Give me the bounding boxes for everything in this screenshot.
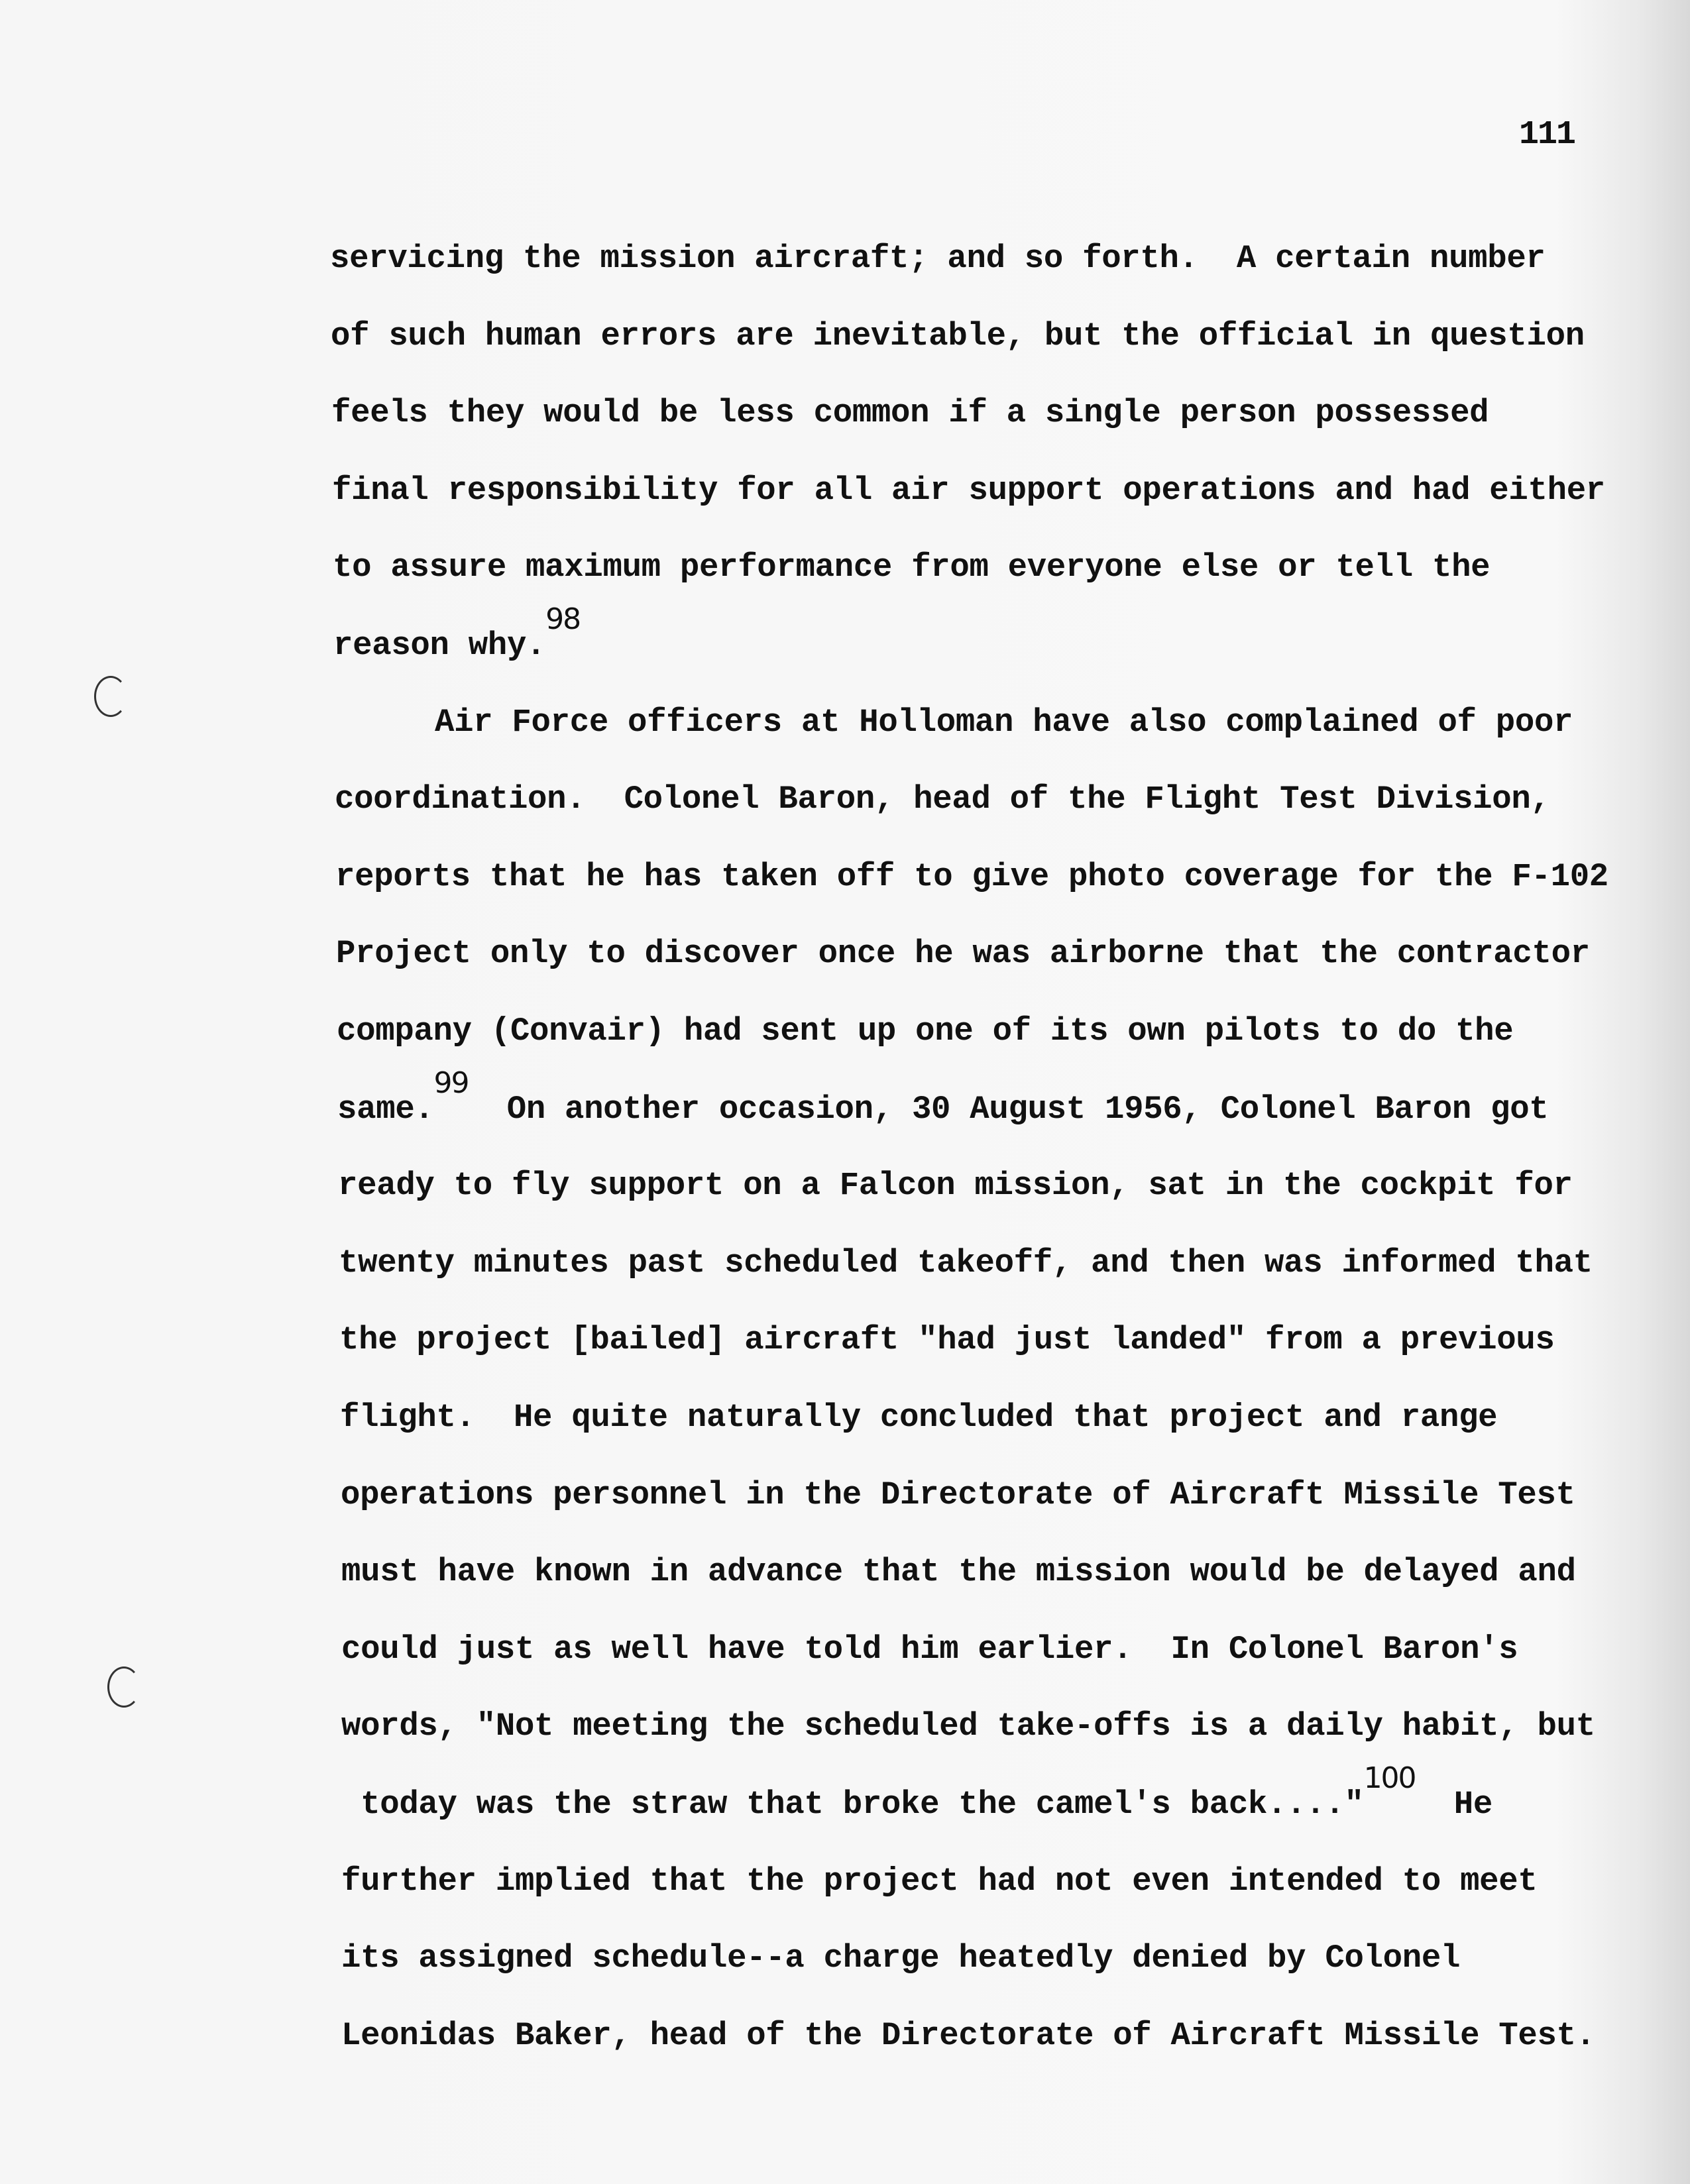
text-line bbox=[341, 1552, 1576, 1592]
line-text: could just as well have told him earlier. In Colonel Baron's bbox=[341, 1630, 1518, 1668]
text-line bbox=[332, 470, 1605, 510]
line-text: twenty minutes past scheduled takeoff, and then was informed that bbox=[339, 1244, 1593, 1282]
line-text: Project only to discover once he was airborne that the contractor bbox=[336, 935, 1590, 973]
line-text: further implied that the project had not even intended to meet bbox=[341, 1862, 1538, 1900]
text-line bbox=[330, 239, 1546, 278]
line-text: words, "Not meeting the scheduled take-offs is a daily habit, but bbox=[341, 1708, 1595, 1745]
text-line bbox=[331, 393, 1489, 433]
line-text: its assigned schedule--a charge heatedly denied by Colonel bbox=[341, 1939, 1461, 1977]
line-text: feels they would be less common if a single person possessed bbox=[331, 394, 1489, 432]
text-line bbox=[335, 779, 1550, 819]
line-text: today was the straw that broke the camel's back...." bbox=[341, 1786, 1364, 1823]
text-line bbox=[341, 1861, 1538, 1901]
page-number: 111 bbox=[1519, 116, 1575, 154]
text-line bbox=[337, 1011, 1513, 1051]
line-text: same. bbox=[337, 1090, 434, 1128]
footnote-reference: 98 bbox=[545, 602, 581, 636]
text-line bbox=[339, 1243, 1593, 1283]
text-line bbox=[335, 857, 1608, 897]
text-line bbox=[341, 1938, 1460, 1978]
text-line bbox=[341, 1761, 1493, 1824]
footnote-reference: 100 bbox=[1363, 1761, 1416, 1795]
text-line bbox=[341, 2016, 1595, 2055]
text-line bbox=[341, 1475, 1575, 1515]
line-text: servicing the mission aircraft; and so forth. A certain number bbox=[330, 240, 1546, 277]
text-line bbox=[340, 1397, 1497, 1437]
line-text: must have known in advance that the mission would be delayed and bbox=[341, 1553, 1576, 1591]
line-text: final responsibility for all air support operations and had either bbox=[332, 471, 1605, 509]
line-text: Air Force officers at Holloman have also complained of poor bbox=[435, 703, 1573, 741]
line-text-continued: On another occasion, 30 August 1956, Colonel Baron got bbox=[468, 1090, 1549, 1128]
line-text: of such human errors are inevitable, but the official in question bbox=[331, 317, 1585, 355]
line-text: the project [bailed] aircraft "had just landed" from a previous bbox=[339, 1321, 1555, 1359]
line-text: company (Convair) had sent up one of its own pilots to do the bbox=[337, 1012, 1514, 1050]
text-line bbox=[333, 602, 581, 665]
line-text: coordination. Colonel Baron, head of the Flight Test Division, bbox=[335, 781, 1550, 818]
text-line bbox=[333, 547, 1490, 587]
line-text: flight. He quite naturally concluded that project and range bbox=[340, 1399, 1498, 1436]
text-line bbox=[341, 1706, 1595, 1746]
text-line bbox=[341, 1629, 1518, 1669]
line-text: reason why. bbox=[333, 627, 546, 664]
line-text: reports that he has taken off to give photo coverage for the F-102 bbox=[335, 857, 1608, 895]
line-text: to assure maximum performance from everyone else or tell the bbox=[333, 549, 1491, 586]
text-line bbox=[337, 1065, 1549, 1129]
text-line bbox=[339, 1320, 1555, 1360]
text-line bbox=[331, 316, 1585, 356]
line-text-continued: He bbox=[1415, 1786, 1493, 1823]
line-text: Leonidas Baker, head of the Directorate of Aircraft Missile Test. bbox=[341, 2016, 1595, 2054]
line-text: ready to fly support on a Falcon mission, sat in the cockpit for bbox=[338, 1167, 1573, 1205]
punch-hole-icon bbox=[107, 1666, 141, 1708]
text-line bbox=[435, 702, 1573, 742]
text-line bbox=[338, 1166, 1573, 1205]
footnote-reference: 99 bbox=[433, 1065, 469, 1100]
text-line bbox=[336, 934, 1590, 973]
line-text: operations personnel in the Directorate of Aircraft Missile Test bbox=[341, 1476, 1575, 1513]
punch-hole-icon bbox=[94, 676, 127, 717]
